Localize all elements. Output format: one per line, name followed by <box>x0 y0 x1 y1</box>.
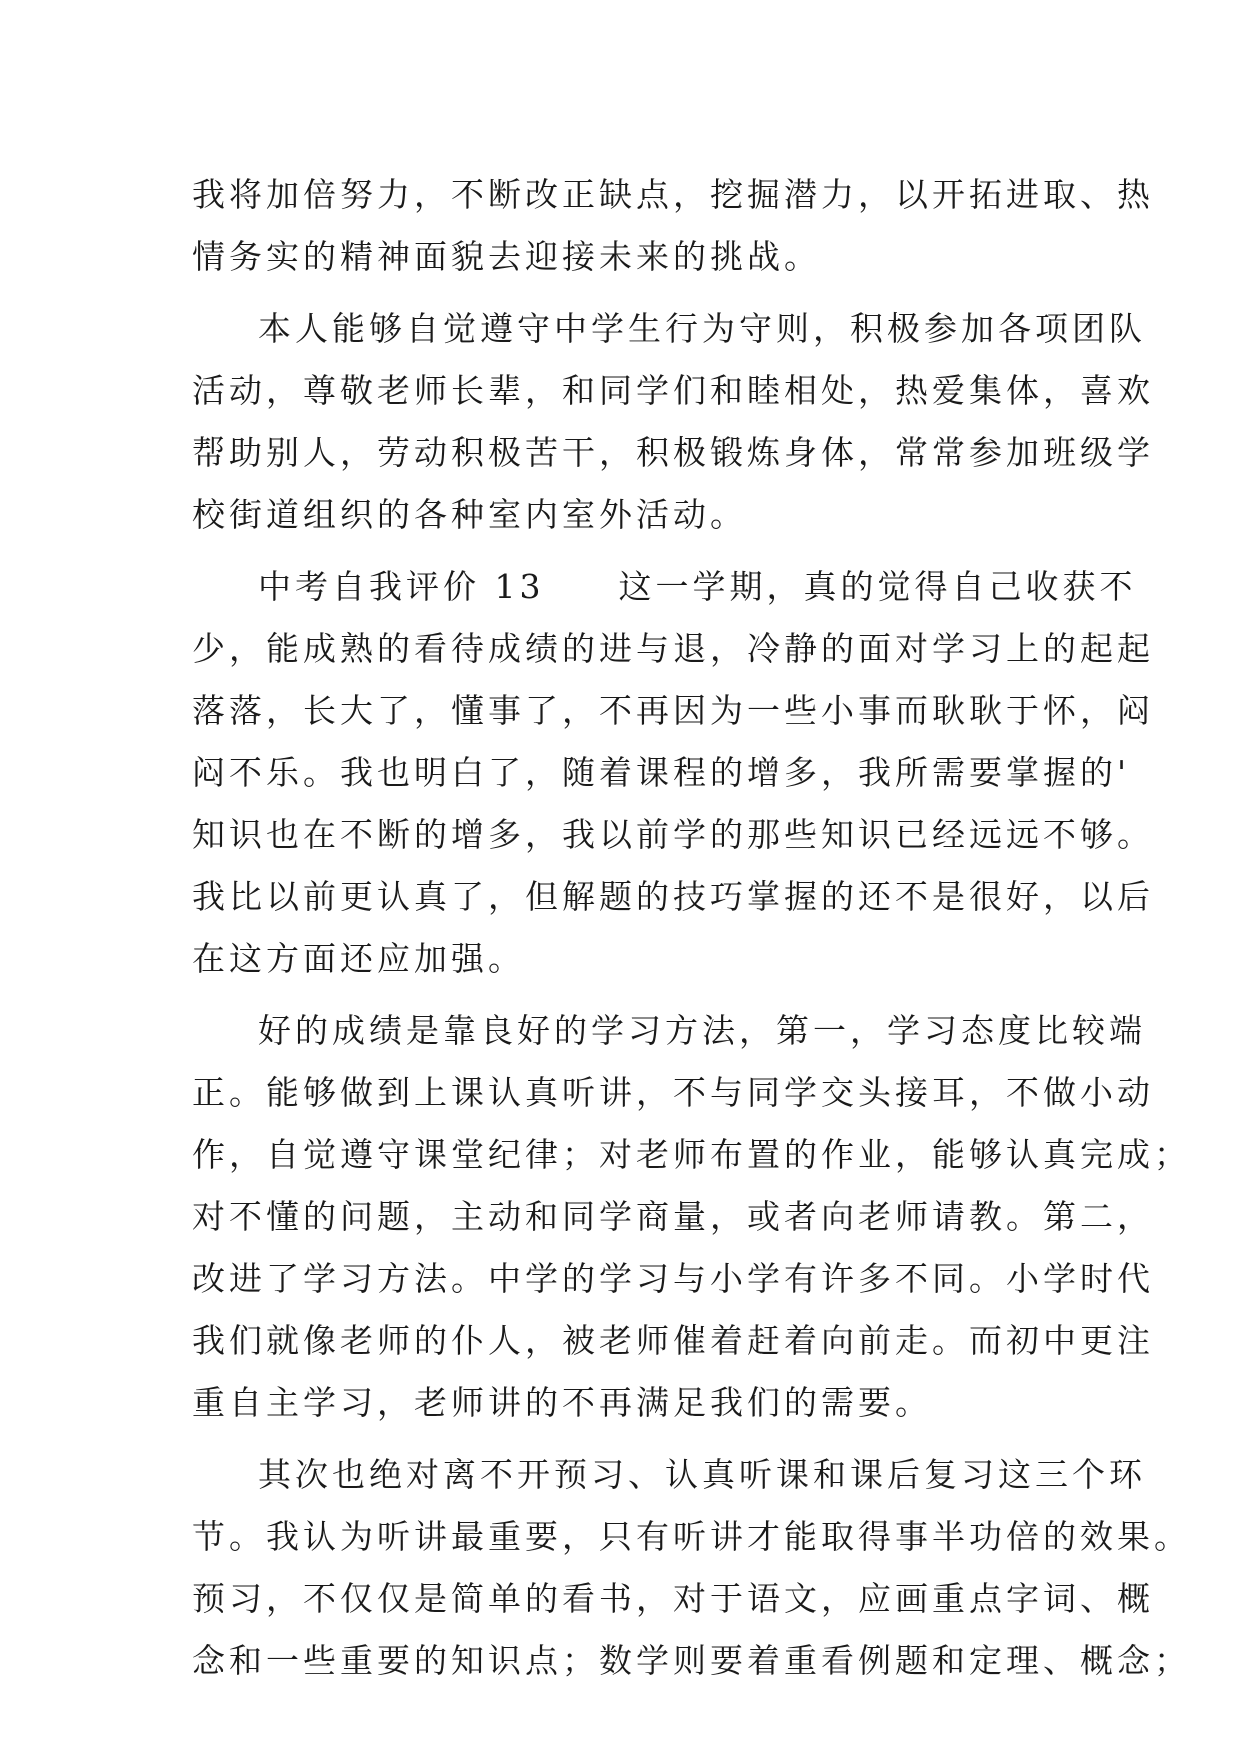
text-line: 情务实的精神面貌去迎接未来的挑战。 <box>192 237 821 276</box>
section-heading-line: 中考自我评价 13 这一学期，真的觉得自己收获不 <box>258 567 1137 606</box>
text-line: 落落，长大了，懂事了，不再因为一些小事而耿耿于怀，闷 <box>192 691 1154 730</box>
text-line: 闷不乐。我也明白了，随着课程的增多，我所需要掌握的' <box>192 753 1131 792</box>
paragraph-start-line: 好的成绩是靠良好的学习方法，第一，学习态度比较端 <box>258 1011 1146 1050</box>
body-text <box>192 164 1191 1692</box>
text-line: 我比以前更认真了，但解题的技巧掌握的还不是很好，以后 <box>192 877 1154 916</box>
text-line: 少，能成熟的看待成绩的进与退，冷静的面对学习上的起起 <box>192 629 1154 668</box>
text-line: 念和一些重要的知识点；数学则要着重看例题和定理、概念； <box>192 1641 1191 1680</box>
text-line: 正。能够做到上课认真听讲，不与同学交头接耳，不做小动 <box>192 1073 1154 1112</box>
text-line: 作，自觉遵守课堂纪律；对老师布置的作业，能够认真完成； <box>192 1135 1191 1174</box>
text-line: 知识也在不断的增多，我以前学的那些知识已经远远不够。 <box>192 815 1154 854</box>
text-line: 改进了学习方法。中学的学习与小学有许多不同。小学时代 <box>192 1259 1154 1298</box>
text-line: 预习，不仅仅是简单的看书，对于语文，应画重点字词、概 <box>192 1579 1154 1618</box>
text-line: 我们就像老师的仆人，被老师催着赶着向前走。而初中更注 <box>192 1321 1154 1360</box>
text-line: 活动，尊敬老师长辈，和同学们和睦相处，热爱集体，喜欢 <box>192 371 1154 410</box>
text-line: 在这方面还应加强。 <box>192 939 525 978</box>
text-line: 重自主学习，老师讲的不再满足我们的需要。 <box>192 1383 932 1422</box>
text-line: 节。我认为听讲最重要，只有听讲才能取得事半功倍的效果。 <box>192 1517 1191 1556</box>
paragraph-start-line: 本人能够自觉遵守中学生行为守则，积极参加各项团队 <box>258 309 1146 348</box>
text-line: 我将加倍努力，不断改正缺点，挖掘潜力，以开拓进取、热 <box>192 175 1154 214</box>
paragraph-start-line: 其次也绝对离不开预习、认真听课和课后复习这三个环 <box>258 1455 1146 1494</box>
text-line: 帮助别人，劳动积极苦干，积极锻炼身体，常常参加班级学 <box>192 433 1154 472</box>
text-line: 校街道组织的各种室内室外活动。 <box>192 495 747 534</box>
text-line: 对不懂的问题，主动和同学商量，或者向老师请教。第二， <box>192 1197 1154 1236</box>
